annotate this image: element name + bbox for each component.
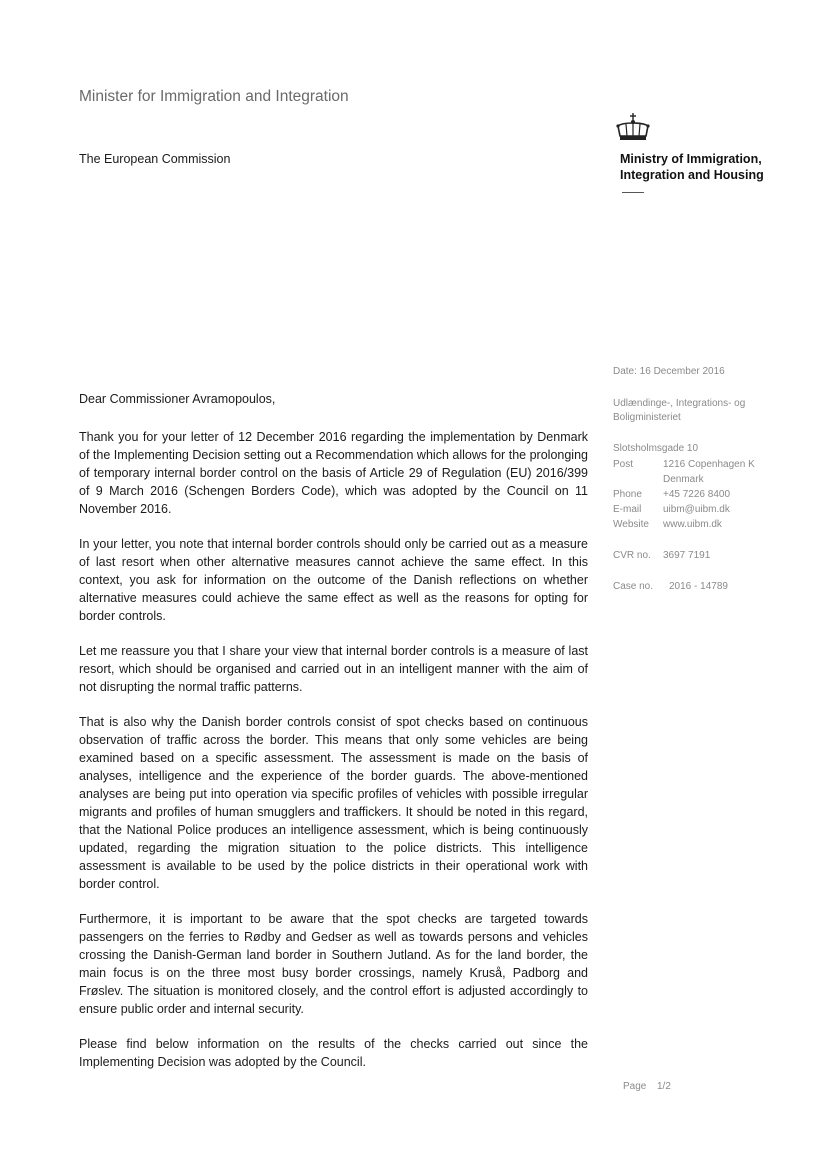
email-label: E-mail [613, 504, 642, 515]
body-paragraph: Please find below information on the results of the checks carried out since the Implementing Decision was adopted by the Council. [79, 1037, 588, 1069]
ministry-name-line2: Integration and Housing [620, 168, 764, 182]
post-country: Denmark [663, 474, 704, 485]
letter-body [79, 428, 588, 1071]
letter-date: Date: 16 December 2016 [613, 366, 725, 377]
body-paragraph: Furthermore, it is important to be aware that the spot checks are targeted towards passengers on the ferries to Rødby and Gedser as well as towards persons and vehicles crossing the Danish-German land border in Southern Jutland. As for the land border, the main focus is on the three most busy border crossings, namely Kruså, Padborg and Frøslev. The situation is monitored closely, and the control effort is adjusted accordingly to ensure public order and internal security. [79, 912, 588, 1016]
recipient: The European Commission [79, 152, 231, 166]
street-address: Slotsholmsgade 10 [613, 443, 699, 454]
salutation: Dear Commissioner Avramopoulos, [79, 392, 276, 406]
phone-value: +45 7226 8400 [663, 489, 731, 500]
department-name-line1: Udlændinge-, Integrations- og [613, 398, 746, 409]
website-value: www.uibm.dk [663, 519, 722, 530]
body-paragraph: Thank you for your letter of 12 December 2016 regarding the implementation by Denmark of the Implementing Decision setting out a Recommendation which allows for the prolonging of temporary internal border control on the basis of Article 29 of Regulation (EU) 2016/399 of 9 March 2016 (Schengen Borders Code), which was adopted by the Council on 11 November 2016. [79, 430, 588, 516]
post-label: Post [613, 459, 634, 470]
page-label: Page [623, 1081, 647, 1092]
case-label: Case no. [613, 581, 654, 592]
sender-title: Minister for Immigration and Integration [79, 88, 349, 105]
body-paragraph: That is also why the Danish border controls consist of spot checks based on continuous observation of traffic across the border. This means that only some vehicles are being examined based on a specific assessment. The assessment is made on the basis of analyses, intelligence and the experience of the border guards. The above-mentioned analyses are being put into operation via specific profiles of vehicles with possible irregular migrants and profiles of human smugglers and traffickers. It should be noted in this regard, that the National Police produces an intelligence assessment, which is being continuously updated, regarding the migration situation to the police districts. This intelligence assessment is available to be used by the police districts in their operational work with border control. [79, 715, 588, 891]
case-value: 2016 - 14789 [669, 581, 728, 592]
page-number: 1/2 [657, 1081, 671, 1092]
body-paragraph: Let me reassure you that I share your view that internal border controls is a measure of last resort, which should be organised and carried out in an intelligent manner with the aim of not disrupting the normal traffic patterns. [79, 644, 588, 694]
ministry-name [620, 151, 764, 183]
department-name-line2: Boligministeriet [613, 412, 681, 423]
cvr-value: 3697 7191 [663, 550, 711, 561]
crown-logo-icon [615, 112, 651, 147]
body-paragraph: In your letter, you note that internal border controls should only be carried out as a measure of last resort when other alternative measures cannot achieve the same effect. In this context, you ask for information on the outcome of the Danish reflections on whether alternative measures could achieve the same effect as well as the reasons for opting for border controls. [79, 537, 588, 623]
website-label: Website [613, 519, 649, 530]
cvr-label: CVR no. [613, 550, 651, 561]
department-name [613, 397, 745, 425]
ministry-name-line1: Ministry of Immigration, [620, 152, 762, 166]
ministry-divider [622, 192, 644, 193]
email-value: uibm@uibm.dk [663, 504, 730, 515]
post-value: 1216 Copenhagen K [663, 459, 755, 470]
phone-label: Phone [613, 489, 642, 500]
